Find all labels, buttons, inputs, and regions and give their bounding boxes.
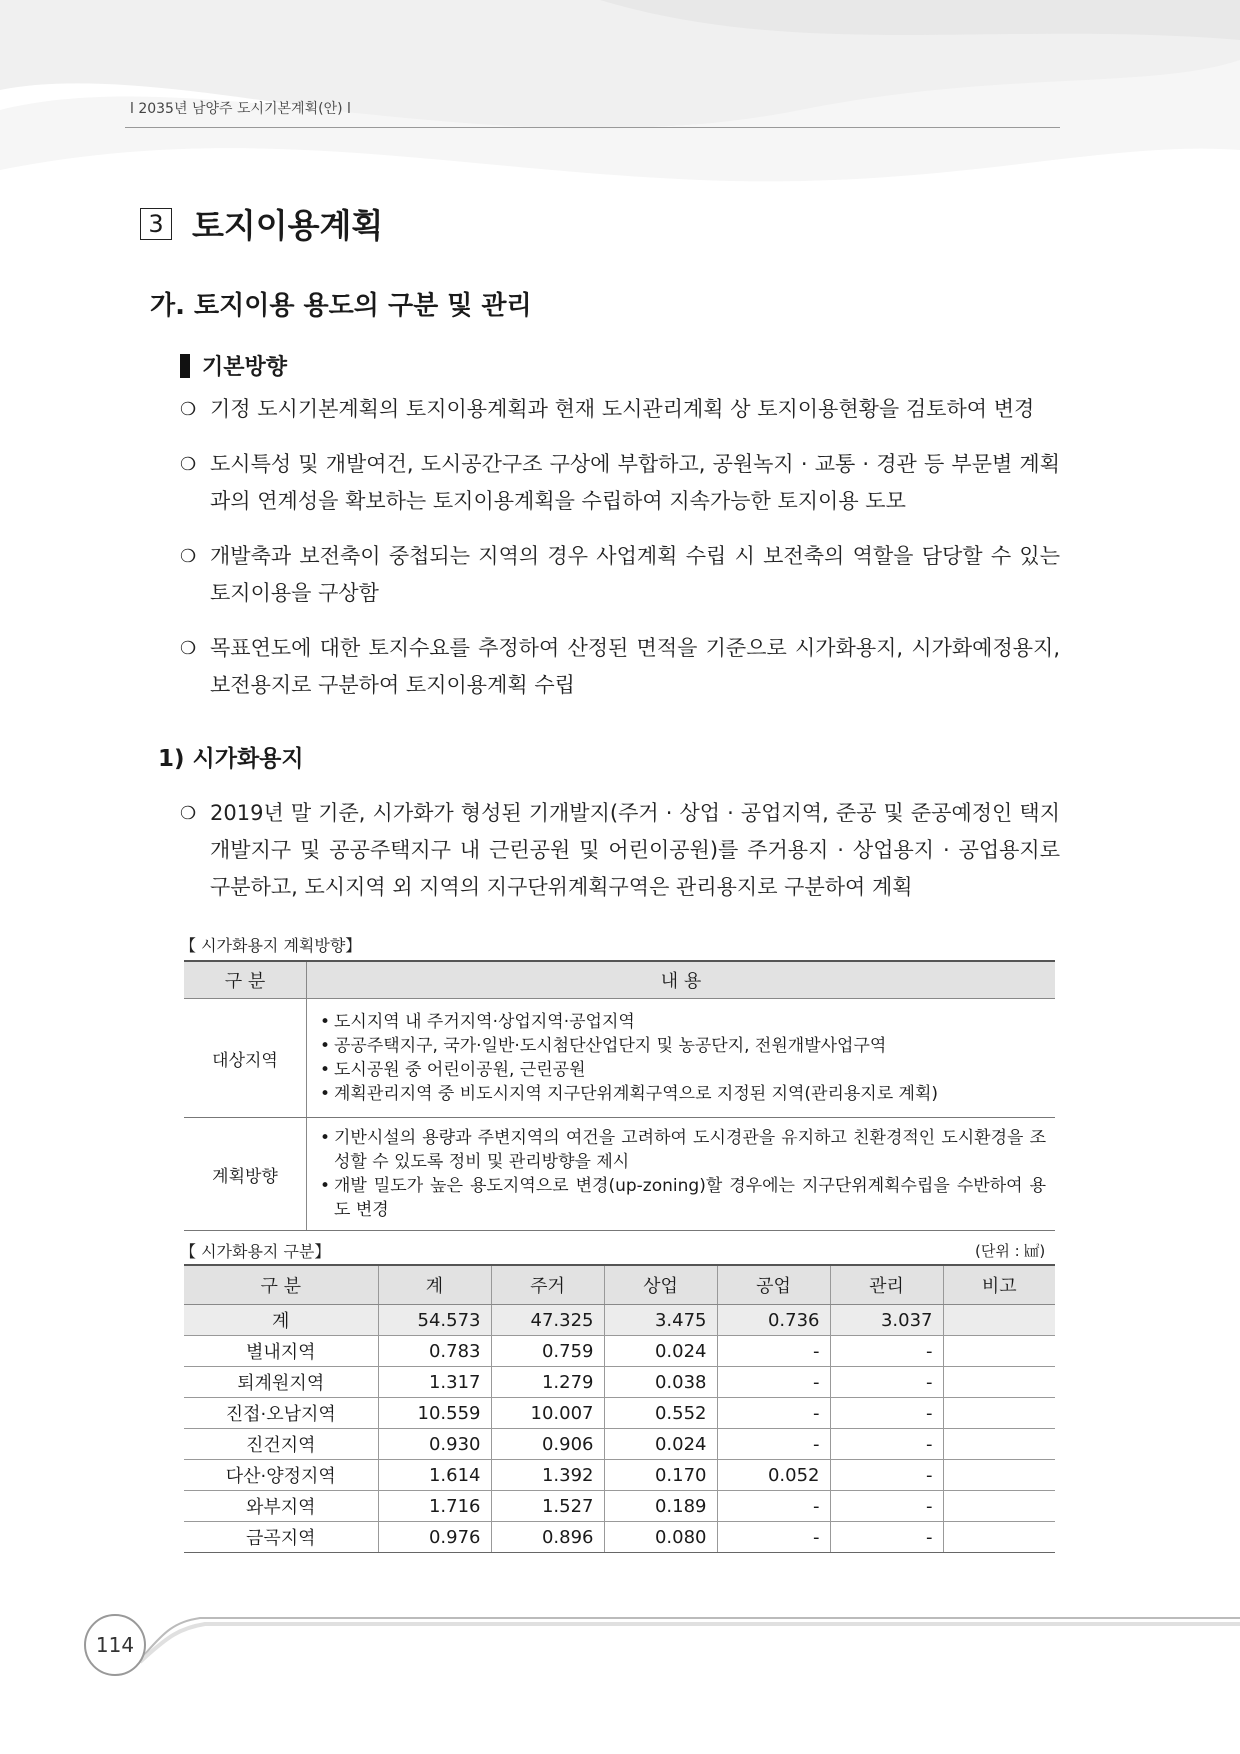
table-cell: 0.976 — [378, 1522, 491, 1553]
table-cell: - — [830, 1491, 943, 1522]
table-cell — [943, 1367, 1055, 1398]
header-divider — [125, 127, 1060, 128]
table-cell: 1.279 — [491, 1367, 604, 1398]
table-cell: 와부지역 — [184, 1491, 378, 1522]
unit-label: (단위 : ㎢) — [975, 1242, 1046, 1260]
table-cell: 계 — [184, 1305, 378, 1336]
list-item-text: 개발축과 보전축이 중첩되는 지역의 경우 사업계획 수립 시 보전축의 역할을 담당할 수 있는 토지이용을 구상함 — [210, 544, 1060, 605]
row-content — [307, 999, 1056, 1118]
circle-bullet-icon: ❍ — [180, 454, 197, 475]
table-cell: 10.007 — [491, 1398, 604, 1429]
table-cell: - — [830, 1429, 943, 1460]
column-header: 구 분 — [184, 961, 307, 999]
column-header: 상업 — [604, 1265, 717, 1305]
circle-bullet-icon: ❍ — [180, 803, 197, 824]
table-cell: - — [830, 1460, 943, 1491]
table-cell — [943, 1491, 1055, 1522]
row-content — [307, 1118, 1056, 1231]
column-header: 계 — [378, 1265, 491, 1305]
list-item — [180, 630, 1060, 704]
table-cell: - — [830, 1398, 943, 1429]
table-cell — [943, 1398, 1055, 1429]
list-item — [180, 795, 1060, 906]
circle-bullet-icon: ❍ — [180, 546, 197, 567]
chapter-number: 3 — [140, 208, 172, 240]
urbanized-heading: 1) 시가화용지 — [158, 746, 304, 772]
list-item-text: 기정 도시기본계획의 토지이용계획과 현재 도시관리계획 상 토지이용현황을 검토하여 변경 — [210, 397, 1035, 421]
table-row — [184, 1336, 1055, 1367]
table-cell: 47.325 — [491, 1305, 604, 1336]
table-cell: 0.783 — [378, 1336, 491, 1367]
column-header: 비고 — [943, 1265, 1055, 1305]
list-item — [180, 391, 1060, 428]
column-header: 공업 — [717, 1265, 830, 1305]
table-cell: 0.930 — [378, 1429, 491, 1460]
column-header: 구 분 — [184, 1265, 378, 1305]
list-item: • 도시지역 내 주거지역·상업지역·공업지역 — [320, 1010, 1046, 1034]
row-category: 계획방향 — [184, 1118, 307, 1231]
table-cell: 0.906 — [491, 1429, 604, 1460]
list-item: • 기반시설의 용량과 주변지역의 여건을 고려하여 도시경관을 유지하고 친환경적인 도시환경을 조성할 수 있도록 정비 및 관리방향을 제시 — [320, 1126, 1046, 1174]
table-cell: 3.475 — [604, 1305, 717, 1336]
table-cell: 퇴계원지역 — [184, 1367, 378, 1398]
list-item — [180, 446, 1060, 520]
table-cell: 금곡지역 — [184, 1522, 378, 1553]
table-cell — [943, 1460, 1055, 1491]
table-row — [184, 1460, 1055, 1491]
column-header: 내 용 — [307, 961, 1056, 999]
table-cell — [943, 1305, 1055, 1336]
table-cell: 0.896 — [491, 1522, 604, 1553]
table-cell: - — [717, 1429, 830, 1460]
table-cell: 1.317 — [378, 1367, 491, 1398]
table-row — [184, 1367, 1055, 1398]
list-item: • 개발 밀도가 높은 용도지역으로 변경(up-zoning)할 경우에는 지구단위계획수립을 수반하여 용도 변경 — [320, 1174, 1046, 1222]
column-header: 주거 — [491, 1265, 604, 1305]
table-cell: 54.573 — [378, 1305, 491, 1336]
plan-direction-table — [184, 960, 1055, 1231]
table-row — [184, 1491, 1055, 1522]
page-number: 114 — [84, 1614, 146, 1676]
table-row — [184, 1118, 1055, 1231]
table-row — [184, 1522, 1055, 1553]
chapter-heading — [140, 200, 383, 247]
square-marker-icon — [180, 354, 190, 378]
total-row — [184, 1305, 1055, 1336]
basic-direction-label: 기본방향 — [202, 355, 288, 380]
table-cell: 별내지역 — [184, 1336, 378, 1367]
table-cell: - — [717, 1367, 830, 1398]
table-cell: 3.037 — [830, 1305, 943, 1336]
list-item — [180, 538, 1060, 612]
table-cell: 진접·오남지역 — [184, 1398, 378, 1429]
table-cell: 진건지역 — [184, 1429, 378, 1460]
table-cell — [943, 1429, 1055, 1460]
row-category: 대상지역 — [184, 999, 307, 1118]
table-row — [184, 999, 1055, 1118]
table-cell: 1.614 — [378, 1460, 491, 1491]
table-row — [184, 1398, 1055, 1429]
table-cell: 0.024 — [604, 1336, 717, 1367]
column-header: 관리 — [830, 1265, 943, 1305]
area-table — [184, 1264, 1055, 1553]
table-cell: 0.052 — [717, 1460, 830, 1491]
circle-bullet-icon: ❍ — [180, 399, 197, 420]
table-cell: 0.736 — [717, 1305, 830, 1336]
table-cell: 10.559 — [378, 1398, 491, 1429]
chapter-title: 토지이용계획 — [192, 206, 384, 245]
table-cell: 0.024 — [604, 1429, 717, 1460]
table-cell: 0.038 — [604, 1367, 717, 1398]
table-cell: - — [717, 1491, 830, 1522]
list-item-text: 도시특성 및 개발여건, 도시공간구조 구상에 부합하고, 공원녹지 · 교통 · 경관 등 부문별 계획과의 연계성을 확보하는 토지이용계획을 수립하여 지속가능한 토지이용 도모 — [210, 452, 1060, 513]
table-cell: 0.170 — [604, 1460, 717, 1491]
list-item-text: 목표연도에 대한 토지수요를 추정하여 산정된 면적을 기준으로 시가화용지, 시가화예정용지, 보전용지로 구분하여 토지이용계획 수립 — [210, 636, 1060, 697]
area-table-caption: 【 시가화용지 구분】 — [180, 1242, 331, 1261]
table-cell: - — [830, 1522, 943, 1553]
table-cell: 0.080 — [604, 1522, 717, 1553]
list-item-text: 2019년 말 기준, 시가화가 형성된 기개발지(주거 · 상업 · 공업지역, 준공 및 준공예정인 택지개발지구 및 공공주택지구 내 근린공원 및 어린이공원)를 주거용지 · 상업용지 · 공업용지로 구분하고, 도시지역 외 지역의 지구단위계획구역은 관리용지로 구분하여 계획 — [210, 801, 1060, 899]
table-cell: 다산·양정지역 — [184, 1460, 378, 1491]
section-title: 가. 토지이용 용도의 구분 및 관리 — [150, 291, 532, 321]
table-cell: - — [830, 1367, 943, 1398]
table-row — [184, 1429, 1055, 1460]
table-cell — [943, 1336, 1055, 1367]
list-item: • 공공주택지구, 국가·일반·도시첨단산업단지 및 농공단지, 전원개발사업구역 — [320, 1034, 1046, 1058]
plan-table-caption: 【 시가화용지 계획방향】 — [180, 936, 362, 955]
table-cell — [943, 1522, 1055, 1553]
table-cell: 1.716 — [378, 1491, 491, 1522]
circle-bullet-icon: ❍ — [180, 638, 197, 659]
table-header-row — [184, 961, 1055, 999]
list-item: • 계획관리지역 중 비도시지역 지구단위계획구역으로 지정된 지역(관리용지로 계획) — [320, 1082, 1046, 1106]
table-cell: - — [717, 1336, 830, 1367]
running-header: l 2035년 남양주 도시기본계획(안) l — [130, 101, 351, 117]
table-header-row — [184, 1265, 1055, 1305]
table-cell: 1.527 — [491, 1491, 604, 1522]
table-cell: - — [717, 1398, 830, 1429]
table-cell: 0.552 — [604, 1398, 717, 1429]
table-cell: 0.759 — [491, 1336, 604, 1367]
table-cell: 1.392 — [491, 1460, 604, 1491]
table-cell: 0.189 — [604, 1491, 717, 1522]
table-cell: - — [830, 1336, 943, 1367]
footer-decoration — [0, 1600, 1240, 1680]
table-cell: - — [717, 1522, 830, 1553]
basic-direction-heading — [180, 350, 287, 381]
list-item: • 도시공원 중 어린이공원, 근린공원 — [320, 1058, 1046, 1082]
